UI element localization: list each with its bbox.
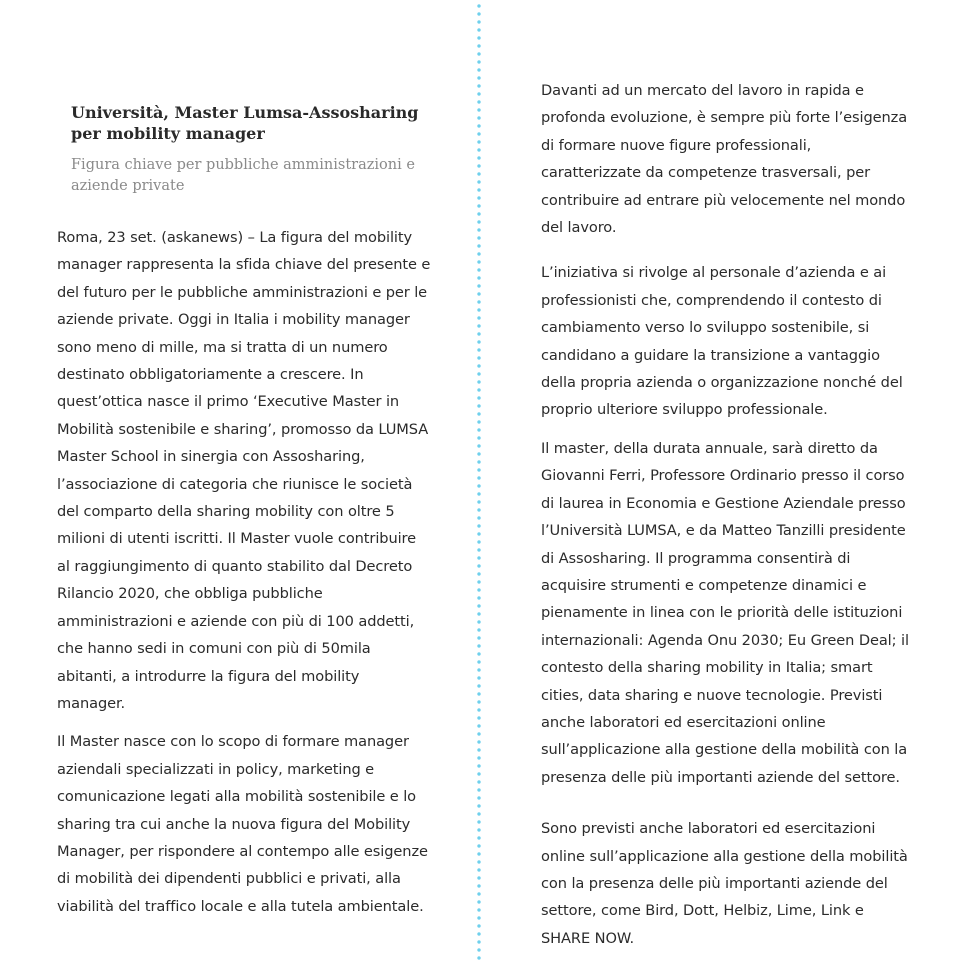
text-line: professionisti che, comprendendo il contesto di <box>541 291 882 309</box>
text-line: Sono previsti anche laboratori ed esercitazioni <box>541 820 876 838</box>
text-line: Mobilità sostenibile e sharing’, promosso da LUMSA <box>57 420 429 438</box>
text-line: aziendali specializzati in policy, marketing e <box>57 760 375 778</box>
text-line: cambiamento verso lo sviluppo sostenibile, si <box>541 319 870 337</box>
text-line: Davanti ad un mercato del lavoro in rapida e <box>541 82 864 99</box>
text-line: contribuire ad entrare più velocemente nel mondo <box>541 191 906 209</box>
paragraph <box>541 259 909 423</box>
text-line: pienamente in linea con le priorità delle istituzioni <box>541 604 903 622</box>
paragraph <box>541 77 909 241</box>
text-line: comunicazione legati alla mobilità sostenibile e lo <box>57 788 416 806</box>
paragraph <box>541 815 909 952</box>
text-line: di formare nuove figure professionali, <box>541 136 812 154</box>
text-line: aziende private. Oggi in Italia i mobility manager <box>57 311 410 329</box>
text-line: della propria azienda o organizzazione nonché del <box>541 374 903 392</box>
text-line: Il master, della durata annuale, sarà diretto da <box>541 439 878 457</box>
text-line: viabilità del traffico locale e alla tutela ambientale. <box>57 897 424 915</box>
text-line: Master School in sinergia con Assosharing, <box>57 448 365 466</box>
dotted-column-divider <box>477 2 481 960</box>
text-line: manager. <box>57 694 126 712</box>
text-line: contesto della sharing mobility in Italia; smart <box>541 659 873 677</box>
text-line: di laurea in Economia e Gestione Aziendale presso <box>541 494 906 512</box>
left-column <box>57 224 430 920</box>
text-line: cities, data sharing e nuove tecnologie. Previsti <box>541 686 883 704</box>
text-line: Manager, per rispondere al contempo alle esigenze <box>57 842 428 860</box>
article-subtitle: Figura chiave per pubbliche amministrazioni e aziende private <box>71 157 415 194</box>
text-line: del futuro per le pubbliche amministrazioni e per le <box>57 283 428 301</box>
text-line: Rilancio 2020, che obbliga pubbliche <box>57 585 323 603</box>
text-line: acquisire strumenti e competenze dinamici e <box>541 576 867 594</box>
text-line: di Assosharing. Il programma consentirà di <box>541 549 851 567</box>
paragraph <box>57 728 430 920</box>
text-line: sono meno di mille, ma si tratta di un numero <box>57 338 388 356</box>
text-line: milioni di utenti iscritti. Il Master vuole contribuire <box>57 530 417 548</box>
text-line: internazionali: Agenda Onu 2030; Eu Green Deal; il <box>541 631 909 649</box>
text-line: manager rappresenta la sfida chiave del presente e <box>57 256 431 274</box>
text-line: con la presenza delle più importanti aziende del <box>541 874 888 892</box>
text-line: di mobilità dei dipendenti pubblici e privati, alla <box>57 870 401 888</box>
text-line: che hanno sedi in comuni con più di 50mila <box>57 640 371 658</box>
text-line: amministrazioni e aziende con più di 100 addetti, <box>57 612 415 630</box>
text-line: Giovanni Ferri, Professore Ordinario presso il corso <box>541 467 905 485</box>
text-line: l’associazione di categoria che riunisce le società <box>57 475 413 493</box>
text-line: SHARE NOW. <box>541 929 635 947</box>
text-line: presenza delle più importanti aziende del settore. <box>541 768 900 786</box>
article-title: Università, Master Lumsa-Assosharing per mobility manager <box>71 103 419 143</box>
text-line: online sull’applicazione alla gestione della mobilità <box>541 847 908 865</box>
paragraph <box>541 435 909 791</box>
text-line: profonda evoluzione, è sempre più forte l’esigenza <box>541 109 908 127</box>
text-line: al raggiungimento di quanto stabilito dal Decreto <box>57 557 413 575</box>
text-line: anche laboratori ed esercitazioni online <box>541 713 826 731</box>
text-line: candidano a guidare la transizione a vantaggio <box>541 346 880 364</box>
text-line: del comparto della sharing mobility con oltre 5 <box>57 503 395 521</box>
text-line: del lavoro. <box>541 219 617 237</box>
text-line: L’iniziativa si rivolge al personale d’azienda e ai <box>541 264 887 282</box>
text-line: destinato obbligatoriamente a crescere. In <box>57 366 364 384</box>
text-line: Il Master nasce con lo scopo di formare manager <box>57 733 409 751</box>
text-line: proprio ulteriore sviluppo professionale. <box>541 401 828 419</box>
paragraph <box>57 224 430 717</box>
text-line: abitanti, a introdurre la figura del mobility <box>57 667 360 685</box>
text-line: settore, come Bird, Dott, Helbiz, Lime, Link e <box>541 902 864 920</box>
text-line: l’Università LUMSA, e da Matteo Tanzilli presidente <box>541 522 906 540</box>
text-line: sull’applicazione alla gestione della mobilità con la <box>541 741 908 759</box>
text-line: Roma, 23 set. (askanews) – La figura del mobility <box>57 229 413 246</box>
text-line: quest’ottica nasce il primo ‘Executive Master in <box>57 393 400 411</box>
text-line: sharing tra cui anche la nuova figura del Mobility <box>57 815 411 833</box>
text-line: caratterizzate da competenze trasversali, per <box>541 164 871 182</box>
right-column <box>541 77 909 952</box>
